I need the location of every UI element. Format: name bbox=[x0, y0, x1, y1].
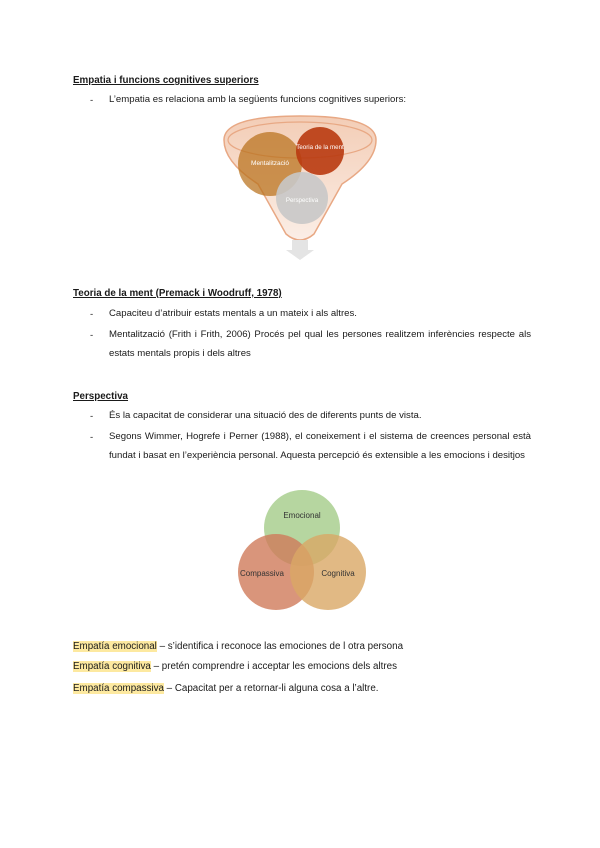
bullet-text: Capaciteu d’atribuir estats mentals a un mateix i als altres. bbox=[109, 308, 357, 319]
definition-emocional bbox=[73, 641, 403, 652]
term-highlight: Empatía cognitiva bbox=[73, 661, 151, 672]
arrow-down-icon bbox=[286, 240, 314, 260]
section-heading-teoria: Teoria de la ment (Premack i Woodruff, 1978) bbox=[73, 288, 282, 299]
svg-text:Teoria de la ment bbox=[296, 144, 344, 151]
bullet-dash: - bbox=[90, 432, 94, 443]
label-mentalitzacio: Mentalització bbox=[251, 160, 289, 167]
venn-diagram bbox=[232, 488, 372, 613]
bullet-dash: - bbox=[90, 309, 94, 320]
section-heading-perspectiva: Perspectiva bbox=[73, 391, 129, 402]
bullet-text: Mentalització (Frith i Frith, 2006) Procés pel qual les persones realitzem inferències respecte als estats mentals propis i dels altres bbox=[109, 329, 531, 359]
term-text: – s’identifica i reconoce las emociones de l otra persona bbox=[156, 641, 404, 652]
venn-label-right: Cognitiva bbox=[321, 569, 355, 578]
venn-label-top: Emocional bbox=[283, 511, 321, 520]
term-highlight: Empatía compassiva bbox=[73, 683, 164, 694]
definition-compassiva bbox=[73, 683, 379, 694]
bullet-text: Segons Wimmer, Hogrefe i Perner (1988), el coneixement i el sistema de creences personal està fundat i basat en l’experiència personal. Aquesta percepció és extensible a les emocions i desitjos bbox=[109, 431, 531, 461]
bullet-dash: - bbox=[90, 330, 94, 341]
definition-cognitiva bbox=[73, 661, 397, 672]
label-teoria: Teoria de la ment bbox=[296, 144, 344, 151]
bullet-dash: - bbox=[90, 411, 94, 422]
section-heading-empatia: Empatia i funcions cognitives superiors bbox=[73, 75, 259, 86]
circle-right bbox=[296, 127, 344, 175]
bullet-dash: - bbox=[90, 95, 94, 106]
term-text: – Capacitat per a retornar-li alguna cosa a l’altre. bbox=[163, 683, 379, 694]
bullet-text: És la capacitat de considerar una situació des de diferents punts de vista. bbox=[109, 410, 422, 421]
term-highlight: Empatía emocional bbox=[73, 641, 157, 652]
bullet-text: L’empatia es relaciona amb la següents funcions cognitives superiors: bbox=[109, 94, 407, 105]
label-perspectiva: Perspectiva bbox=[285, 197, 319, 204]
funnel-diagram bbox=[214, 112, 386, 260]
term-text: – pretén comprendre i acceptar les emocions dels altres bbox=[150, 661, 398, 672]
venn-label-left: Compassiva bbox=[239, 569, 285, 578]
